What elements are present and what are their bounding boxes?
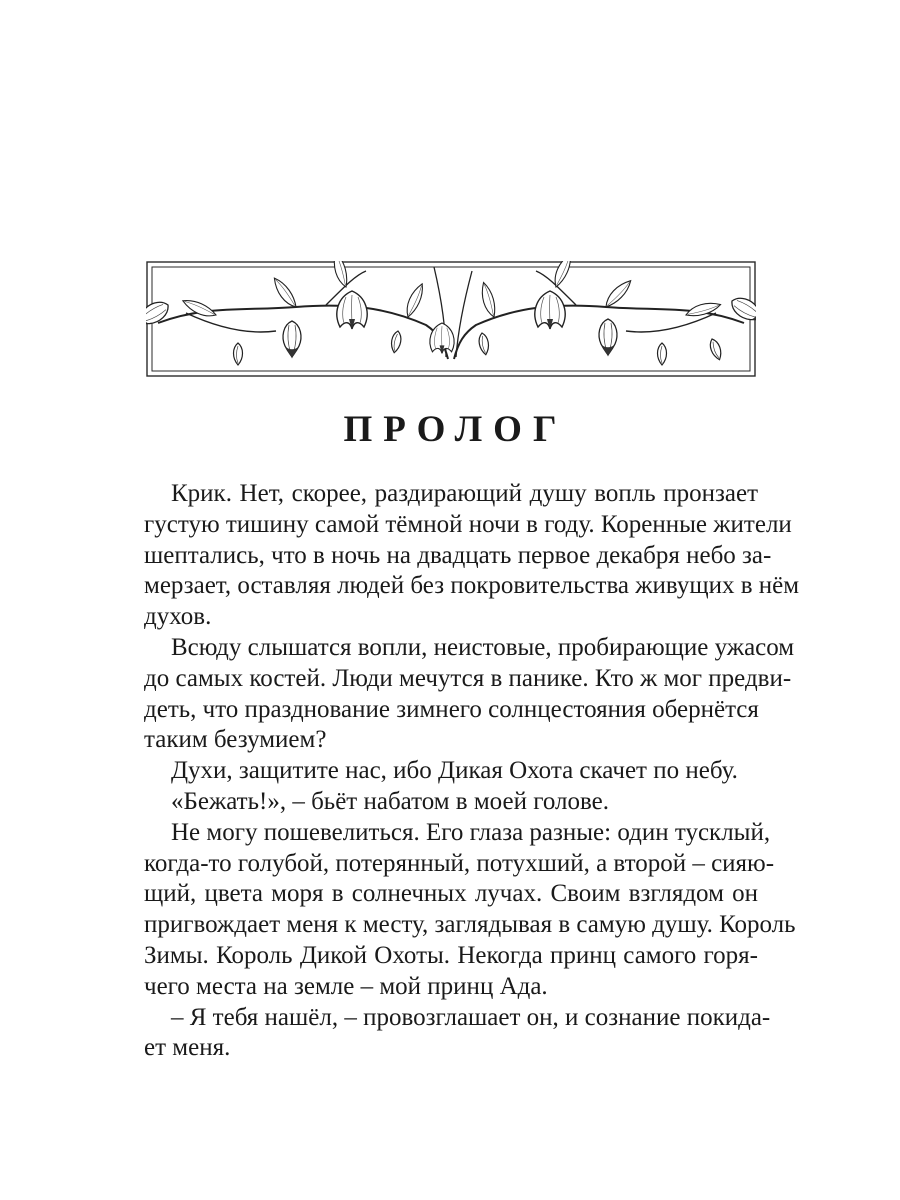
paragraph (144, 756, 758, 787)
paragraph (144, 479, 800, 633)
text-line: мерзает, оставляя людей без покровительства живущих в нём (144, 572, 800, 600)
paragraph (144, 633, 795, 756)
text-line: до самых костей. Люди мечутся в панике. Кто ж мог предви- (144, 664, 792, 692)
text-line: Зимы. Король Дикой Охоты. Некогда принц самого горя- (144, 941, 758, 969)
text-line: духов. (144, 603, 212, 631)
text-line: щий, цвета моря в солнечных лучах. Своим взглядом он (144, 880, 758, 908)
text-line: Духи, защитите нас, ибо Дикая Охота скачет по небу. (171, 757, 738, 785)
text-line: пригвождает меня к месту, заглядывая в самую душу. Король (144, 911, 796, 939)
text-line: Не могу пошевелиться. Его глаза разные: один тусклый, (171, 818, 771, 846)
text-line: когда-то голубой, потерянный, потухший, а второй – сияю- (144, 849, 775, 877)
text-line: – Я тебя нашёл, – провозглашает он, и сознание покида- (171, 1003, 771, 1031)
text-line: таким безумием? (144, 726, 327, 754)
chapter-title: ПРОЛОГ (343, 409, 568, 450)
paragraph (144, 818, 796, 1003)
text-line: Крик. Нет, скорее, раздирающий душу вопль пронзает (171, 480, 758, 507)
text-line: деть, что празднование зимнего солнцестояния обернётся (144, 695, 759, 723)
text-line: шептались, что в ночь на двадцать первое декабря небо за- (144, 541, 772, 569)
snowdrop-vine-frame-icon (146, 261, 756, 377)
paragraph (144, 1003, 771, 1065)
paragraph (144, 787, 758, 818)
text-line: ет меня. (144, 1034, 231, 1062)
text-line: «Бежать!», – бьёт набатом в моей голове. (171, 787, 609, 815)
body-text (144, 479, 800, 1064)
text-line: чего места на земле – мой принц Ада. (144, 972, 548, 1000)
text-line: Всюду слышатся вопли, неистовые, пробирающие ужасом (171, 633, 795, 661)
text-line: густую тишину самой тёмной ночи в году. Коренные жители (144, 510, 792, 538)
